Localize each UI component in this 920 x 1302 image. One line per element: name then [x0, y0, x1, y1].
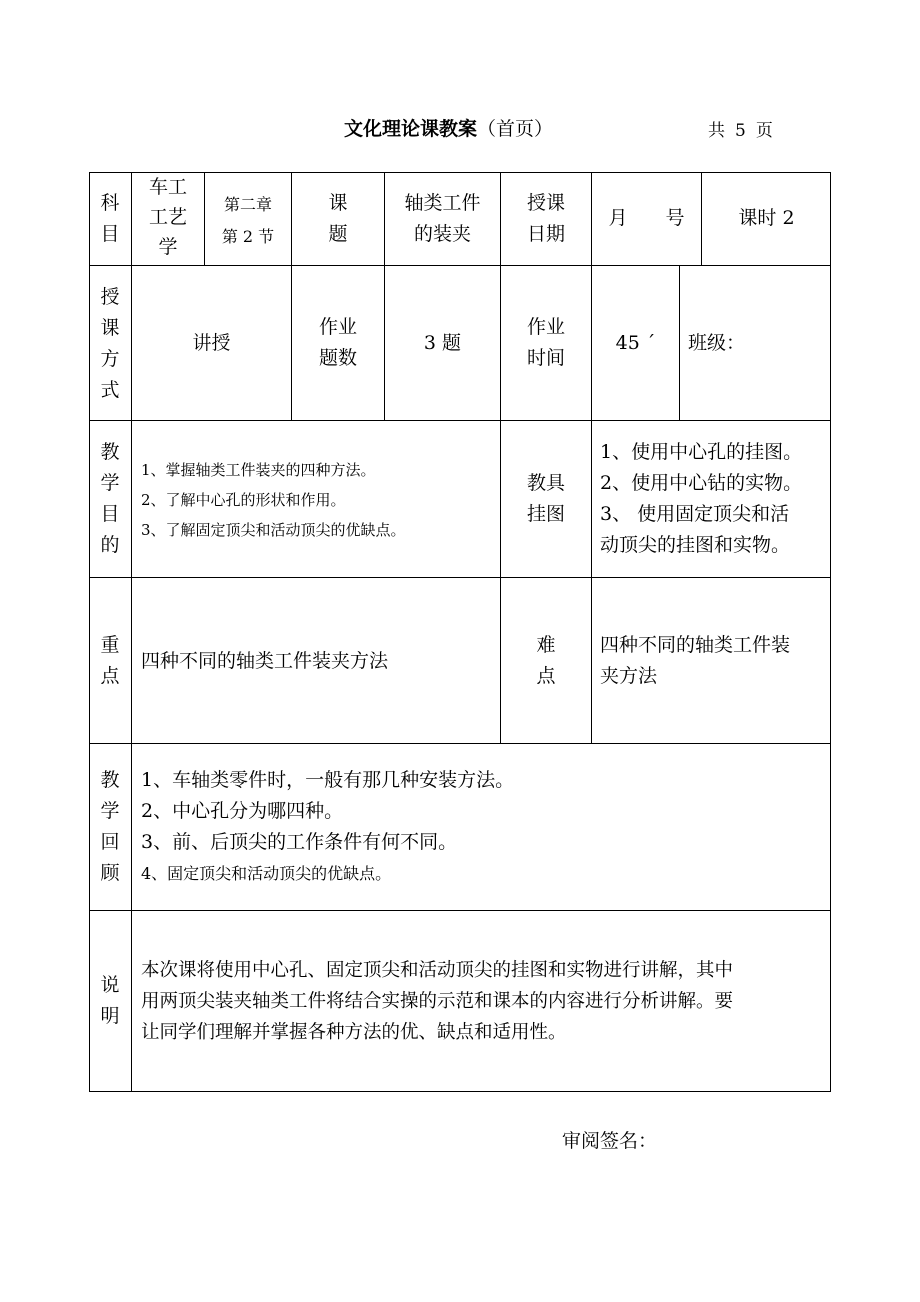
document-header: [0, 114, 920, 144]
list-item: 3、前、后顶尖的工作条件有何不同。: [141, 831, 458, 853]
notes-label: 说 明: [100, 974, 120, 1027]
teaching-review-list: [141, 765, 514, 889]
list-item: 1、使用中心孔的挂图。: [600, 441, 803, 463]
subject-label: 科 目: [100, 192, 120, 245]
list-item: 2、了解中心孔的形状和作用。: [141, 491, 346, 509]
teaching-tools-list: [600, 437, 802, 561]
topic-value: 轴类工件 的装夹: [404, 192, 481, 245]
review-signature-label: 审阅签名：: [562, 1130, 658, 1152]
teaching-goals-list: [141, 455, 406, 545]
list-item: 2、中心孔分为哪四种。: [141, 800, 344, 822]
teaching-goal-label: 教 学 目 的: [100, 441, 120, 556]
list-item: 3、 使用固定顶尖和活: [600, 503, 790, 525]
page-count: 共 5 页: [708, 121, 773, 141]
teaching-review-label: 教 学 回 顾: [100, 769, 120, 884]
column-divider: [679, 265, 680, 420]
chapter-section: 第二章 第 2 节: [221, 195, 275, 246]
list-item: 动顶尖的挂图和实物。: [600, 534, 791, 556]
column-divider: [591, 172, 592, 743]
topic-label: 课 题: [328, 192, 348, 245]
list-item: 3、了解固定顶尖和活动顶尖的优缺点。: [141, 521, 406, 539]
subject-value: 车工 工艺 学: [148, 176, 187, 258]
date-value: 月 号: [608, 207, 685, 229]
difficult-point-label: 难 点: [536, 634, 556, 687]
column-divider: [131, 172, 132, 1092]
notes-paragraph: 本次课将使用中心孔、固定顶尖和活动顶尖的挂图和实物进行讲解，其中 用两顶尖装夹轴类工件将结合实操的示范和课本的内容进行分析讲解。要 让同学们理解并掌握各种方法的优、缺点和适用性。: [141, 960, 734, 1043]
row-divider: [89, 420, 831, 421]
teaching-method-value: 讲授: [192, 332, 231, 354]
list-item: 4、固定顶尖和活动顶尖的优缺点。: [141, 864, 392, 883]
homework-count-value: 3 题: [423, 332, 462, 354]
teaching-tools-label: 教具 挂图: [526, 472, 565, 525]
homework-time-label: 作业 时间: [526, 316, 565, 369]
class-hours: 课时 2: [738, 207, 795, 229]
list-item: 1、掌握轴类工件装夹的四种方法。: [141, 461, 376, 479]
row-divider: [89, 910, 831, 911]
row-divider: [89, 577, 831, 578]
date-label: 授课 日期: [526, 192, 565, 245]
homework-count-label: 作业 题数: [318, 316, 357, 369]
difficult-point-value: 四种不同的轴类工件装 夹方法: [600, 634, 791, 687]
page-title: 文化理论课教案（首页）: [344, 118, 554, 140]
key-point-value: 四种不同的轴类工件装夹方法: [141, 650, 389, 672]
homework-time-value: 45 ´: [615, 332, 656, 354]
list-item: 2、使用中心钻的实物。: [600, 472, 803, 494]
list-item: 1、车轴类零件时，一般有那几种安装方法。: [141, 769, 515, 791]
teaching-method-label: 授 课 方 式: [100, 286, 120, 401]
row-divider: [89, 265, 831, 266]
class-label: 班级：: [688, 332, 746, 354]
key-point-label: 重 点: [100, 634, 120, 687]
row-divider: [89, 743, 831, 744]
